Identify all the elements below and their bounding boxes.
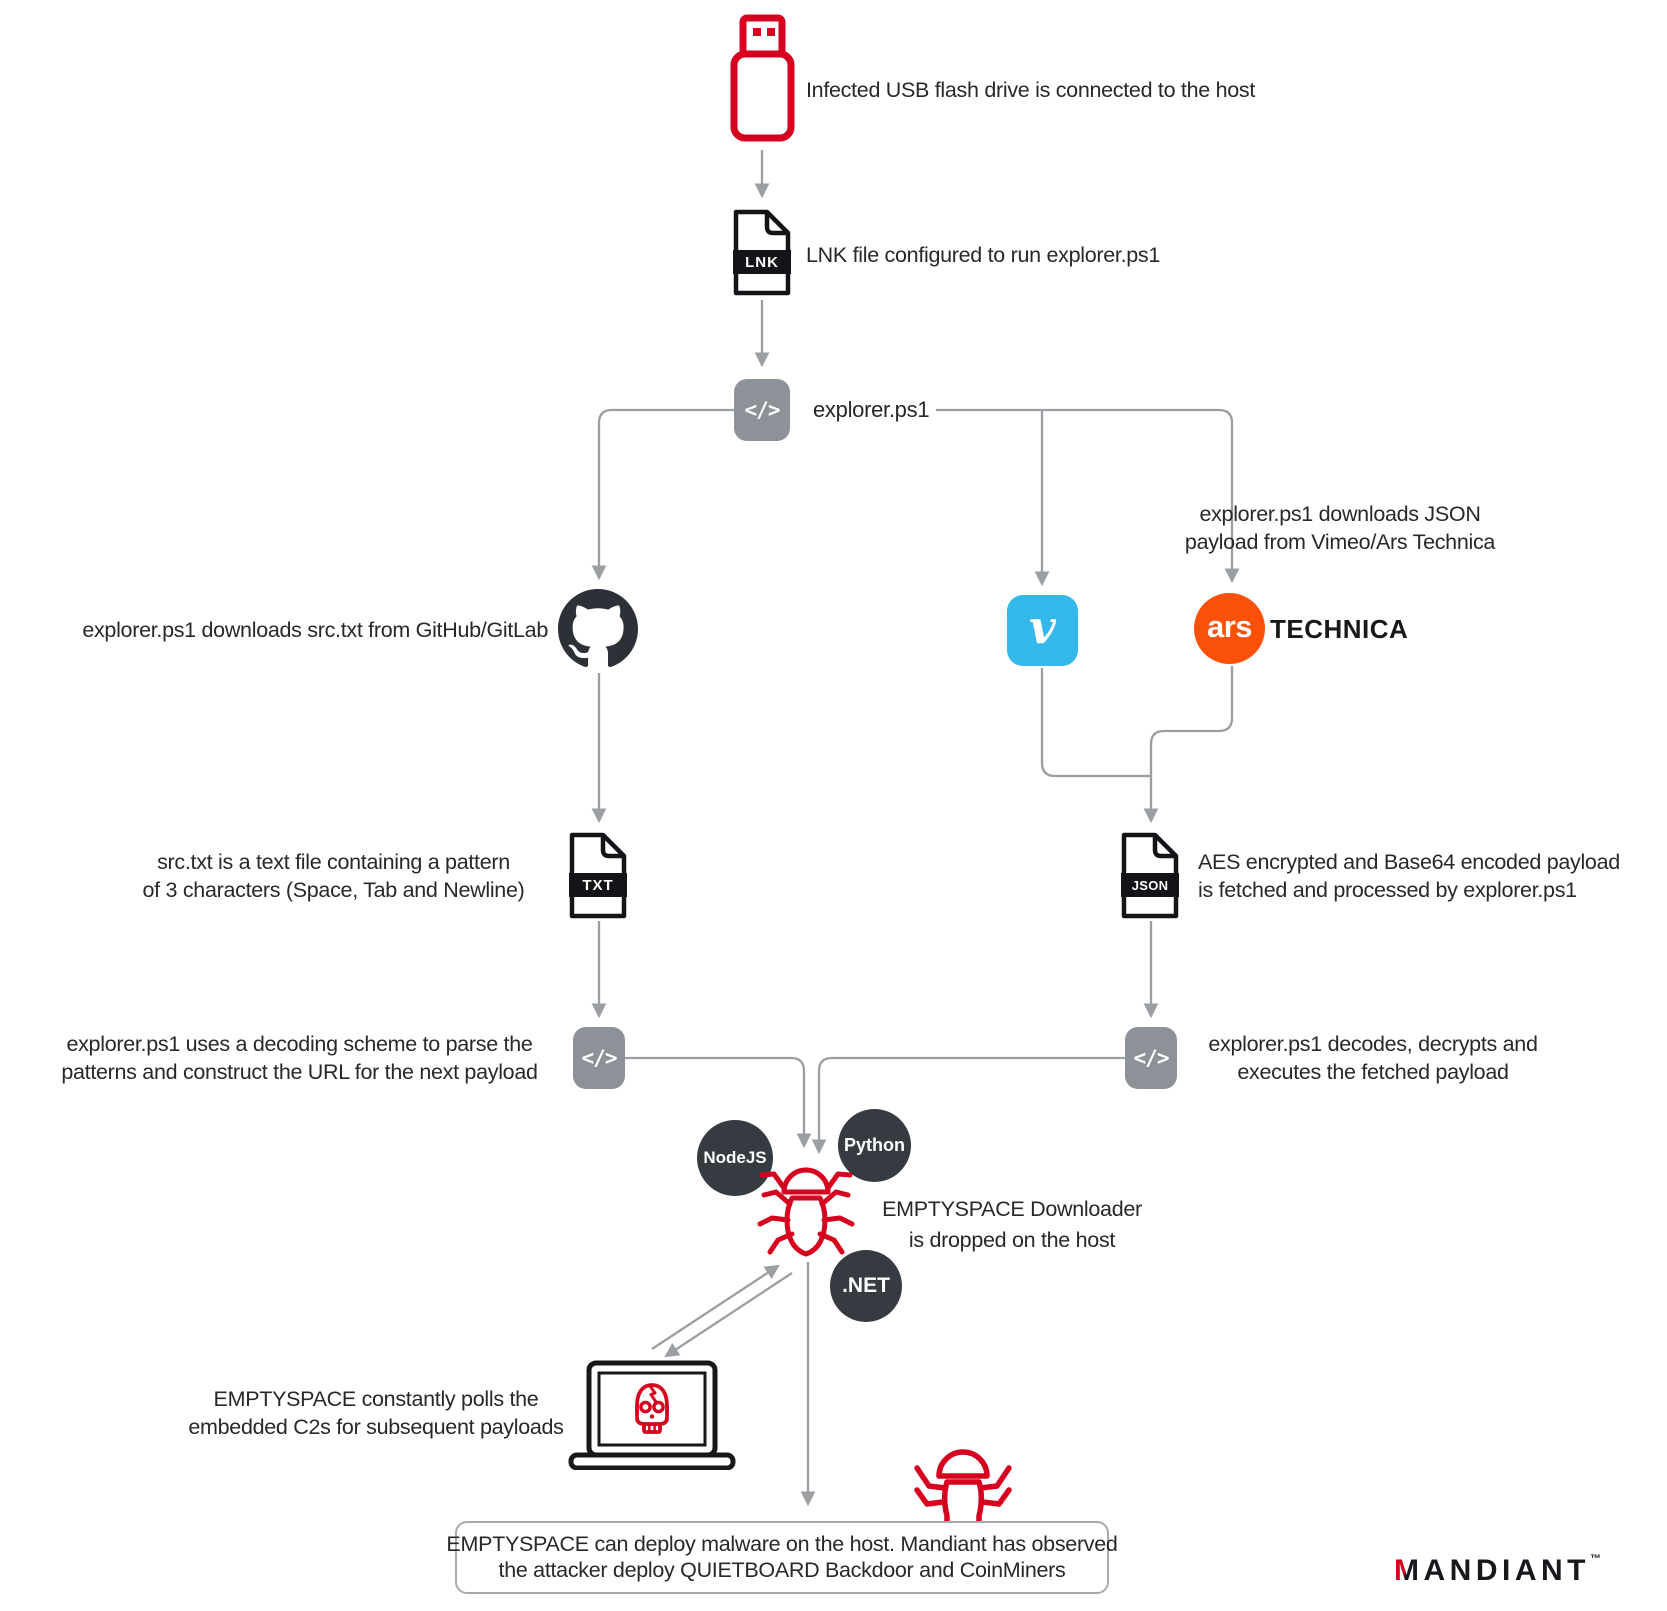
code-icon-explorer: </> [734,379,790,441]
mandiant-logo-m: M [1394,1554,1424,1587]
txt-badge: TXT [582,876,614,894]
decode-right-caption: explorer.ps1 decodes, decrypts and executes the fetched payload [1208,1032,1538,1084]
code-icon-decode-left: </> [573,1027,625,1089]
emptyspace-caption: EMPTYSPACE Downloader is dropped on the host [882,1197,1142,1252]
deployed-malware-bug-icon [903,1446,1023,1522]
txt-file-icon [567,832,629,919]
trademark-mark: ™ [1590,1553,1601,1565]
runtime-badge-python: Python [838,1109,911,1182]
runtime-badge-nodejs: NodeJS [697,1120,773,1196]
github-icon [558,589,638,669]
deploy-result-box: EMPTYSPACE can deploy malware on the host. Mandiant has observed the attacker deploy QUIETBOARD Backdoor and CoinMiners [455,1521,1109,1594]
ars-technica-wordmark: TECHNICA [1270,614,1409,644]
github-caption: explorer.ps1 downloads src.txt from GitHub/GitLab [82,618,548,642]
json-caption: AES encrypted and Base64 encoded payload is fetched and processed by explorer.ps1 [1198,850,1620,902]
json-file-icon [1119,832,1181,919]
mandiant-logo-rest: ANDIANT [1423,1554,1590,1587]
c2-caption: EMPTYSPACE constantly polls the embedded C2s for subsequent payloads [188,1387,564,1439]
decode-left-caption: explorer.ps1 uses a decoding scheme to parse the patterns and construct the URL for the next payload [61,1032,538,1084]
usb-caption: Infected USB flash drive is connected to the host [806,78,1256,102]
runtime-badge-dotnet: .NET [830,1250,902,1322]
lnk-file-icon [731,209,793,296]
txt-caption: src.txt is a text file containing a pattern of 3 characters (Space, Tab and Newline) [142,850,525,902]
ars-technica-icon: ars [1194,593,1265,664]
usb-drive-icon [725,12,799,144]
code-icon-decode-right: </> [1125,1027,1177,1089]
vimeo-icon: v [1007,595,1078,666]
json-branch-caption: explorer.ps1 downloads JSON payload from Vimeo/Ars Technica [1184,502,1496,554]
malware-bug-icon [748,1162,864,1262]
lnk-badge: LNK [745,253,779,271]
json-badge: JSON [1131,877,1169,893]
explorer-label: explorer.ps1 [813,397,930,422]
mandiant-logo [1394,1553,1601,1588]
lnk-caption: LNK file configured to run explorer.ps1 [806,243,1161,267]
